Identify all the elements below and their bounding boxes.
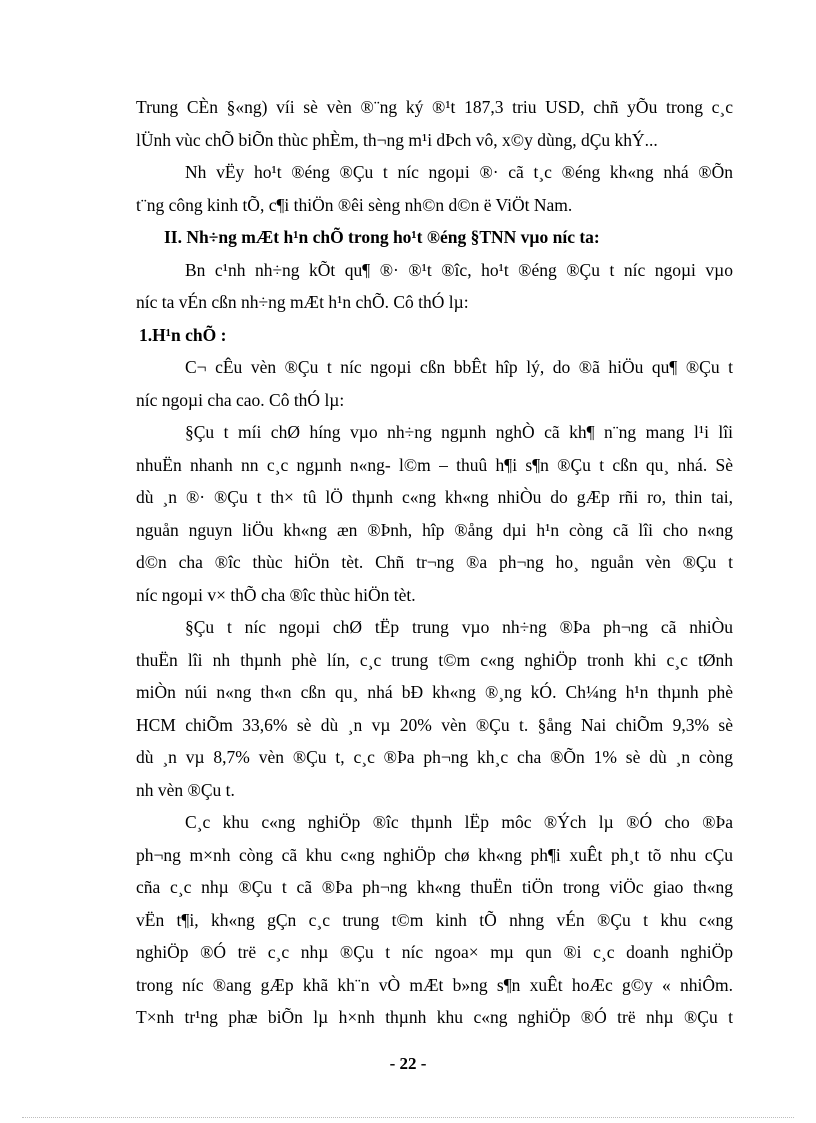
text-line: nhuËn nhanh nn c¸c ngµnh n«ng- l©m – thuû h¶i s¶n ®Çu t cßn qu¸ nhá. Sè (136, 455, 733, 475)
text-line: nghiÖp ®Ó trë c¸c nhµ ®Çu t níc ngoa× mµ qun ®i c¸c doanh nghiÖp (136, 942, 733, 962)
text-line: C¬ cÊu vèn ®Çu t níc ngoµi cßn bbÊt hîp lý, do ®ã hiÖu qu¶ ®Çu t (185, 357, 733, 377)
text-line: thuËn lîi nh thµnh phè lín, c¸c trung t©m c«ng nghiÖp tronh khi c¸c tØnh (136, 650, 733, 670)
text-line: vËn t¶i, kh«ng gÇn c¸c trung t©m kinh tÕ nhng vÉn ®Çu t khu c«ng (136, 910, 733, 930)
text-line: §Çu t míi chØ híng vµo nh÷ng ngµnh nghÒ cã kh¶ n¨ng mang l¹i lîi (185, 422, 733, 442)
text-line: miÒn núi n«ng th«n cßn qu¸ nhá bÐ kh«ng ®¸ng kÓ. Ch¼ng h¹n thµnh phè (136, 682, 733, 702)
section-heading: II. Nh÷ng mÆt h¹n chÕ trong ho¹t ®éng §TNN vµo níc ta: (164, 227, 600, 247)
text-line: nh vèn ®Çu t. (136, 780, 235, 800)
text-line: dù ¸n ®· ®Çu t th× tû lÖ thµnh c«ng kh«ng nhiÒu do gÆp rñi ro, thin tai, (136, 487, 733, 507)
text-line: §Çu t níc ngoµi chØ tËp trung vµo nh÷ng ®Þa ph¬ng cã nhiÒu (185, 617, 733, 637)
footer-divider (22, 1117, 794, 1118)
text-line: HCM chiÕm 33,6% sè dù ¸n vµ 20% vèn ®Çu t. §ång Nai chiÕm 9,3% sè (136, 715, 733, 735)
text-line: níc ta vÉn cßn nh÷ng mÆt h¹n chÕ. Cô thÓ lµ: (136, 292, 469, 312)
text-line: ph¬ng m×nh còng cã khu c«ng nghiÖp chø kh«ng ph¶i xuÊt ph¸t tõ nhu cÇu (136, 845, 733, 865)
text-line: dù ¸n vµ 8,7% vèn ®Çu t, c¸c ®Þa ph¬ng kh¸c cha ®Õn 1% sè dù ¸n còng (136, 747, 733, 767)
text-line: Trung CÈn §«ng) víi sè vèn ®¨ng ký ®¹t 187,3 triu USD, chñ yÕu trong c¸c (136, 97, 733, 117)
text-line: nguån nguyn liÖu kh«ng æn ®Þnh, hîp ®ång dµi h¹n còng cã lîi cho n«ng (136, 520, 733, 540)
text-line: T×nh tr¹ng phæ biÕn lµ h×nh thµnh khu c«ng nghiÖp ®Ó trë nhµ ®Çu t (136, 1007, 733, 1027)
text-line: d©n cha ®îc thùc hiÖn tèt. Chñ tr¬ng ®a ph¬ng ho¸ nguån vèn ®Çu t (136, 552, 733, 572)
text-line: C¸c khu c«ng nghiÖp ®îc thµnh lËp môc ®Ých lµ ®Ó cho ®Þa (185, 812, 733, 832)
subsection-heading: 1.H¹n chÕ : (139, 325, 227, 345)
text-line: t¨ng công kinh tÕ, c¶i thiÖn ®êi sèng nh©n d©n ë ViÖt Nam. (136, 195, 573, 215)
page-number: - 22 - (389, 1054, 427, 1073)
text-line: Bn c¹nh nh÷ng kÕt qu¶ ®· ®¹t ®îc, ho¹t ®éng ®Çu t níc ngoµi vµo (185, 260, 733, 280)
text-line: níc ngoµi v× thÕ cha ®îc thùc hiÖn tèt. (136, 585, 416, 605)
text-line: cña c¸c nhµ ®Çu t cã ®Þa ph¬ng kh«ng thuËn tiÖn trong viÖc giao th«ng (136, 877, 733, 897)
text-line: trong níc ®ang gÆp khã kh¨n vÒ mÆt b»ng s¶n xuÊt hoÆc g©y « nhiÔm. (136, 975, 733, 995)
text-line: lÜnh vùc chÕ biÕn thùc phÈm, th¬ng m¹i dÞch vô, x©y dùng, dÇu khÝ... (136, 130, 658, 150)
text-line: níc ngoµi cha cao. Cô thÓ lµ: (136, 390, 345, 410)
text-line: Nh vËy ho¹t ®éng ®Çu t níc ngoµi ®· cã t¸c ®éng kh«ng nhá ®Õn (185, 162, 733, 182)
